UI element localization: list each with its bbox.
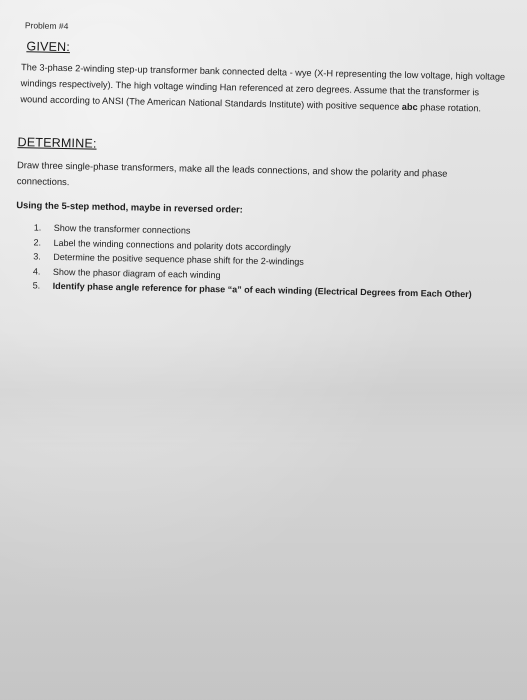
step-text: Label the winding connections and polarity dots accordingly [53, 237, 291, 253]
problem-number: Problem #4 [24, 20, 69, 32]
given-heading: GIVEN: [26, 39, 71, 55]
step-text: Show the transformer connections [53, 222, 191, 236]
given-paragraph [20, 59, 506, 117]
step-number: 5. [32, 280, 41, 291]
problem-sheet [9, 20, 514, 302]
step-text: Identify phase angle reference for phase “a” of each winding (Electrical Degrees from Each Other) [52, 280, 472, 300]
steps-list [33, 220, 499, 302]
given-text-end: phase rotation. [417, 102, 482, 114]
step-number: 3. [33, 251, 41, 262]
given-bold-term: abc [401, 101, 418, 113]
paper-shadow [0, 330, 527, 450]
determine-paragraph: Draw three single-phase transformers, make all the leads connections, and show the polarity and phase connections. [16, 159, 448, 188]
step-number: 2. [33, 236, 42, 248]
paper-shadow [0, 430, 527, 700]
step-number: 4. [32, 265, 41, 277]
step-text: Determine the positive sequence phase shift for the 2-windings [53, 251, 304, 267]
determine-heading: DETERMINE: [17, 135, 97, 151]
given-text-start: The 3-phase 2-winding step-up transformer bank connected delta - wye (X-H representing the low voltage, high voltage windings respectively). The high voltage winding Han referenced at zero degrees. Assume that the transformer is wound according to ANSI (The American National Standards Institute) with positive sequence [20, 62, 506, 112]
step-number: 1. [33, 222, 42, 233]
step-text: Show the phasor diagram of each winding [52, 266, 221, 280]
method-heading: Using the 5-step method, maybe in reversed order: [16, 199, 243, 215]
